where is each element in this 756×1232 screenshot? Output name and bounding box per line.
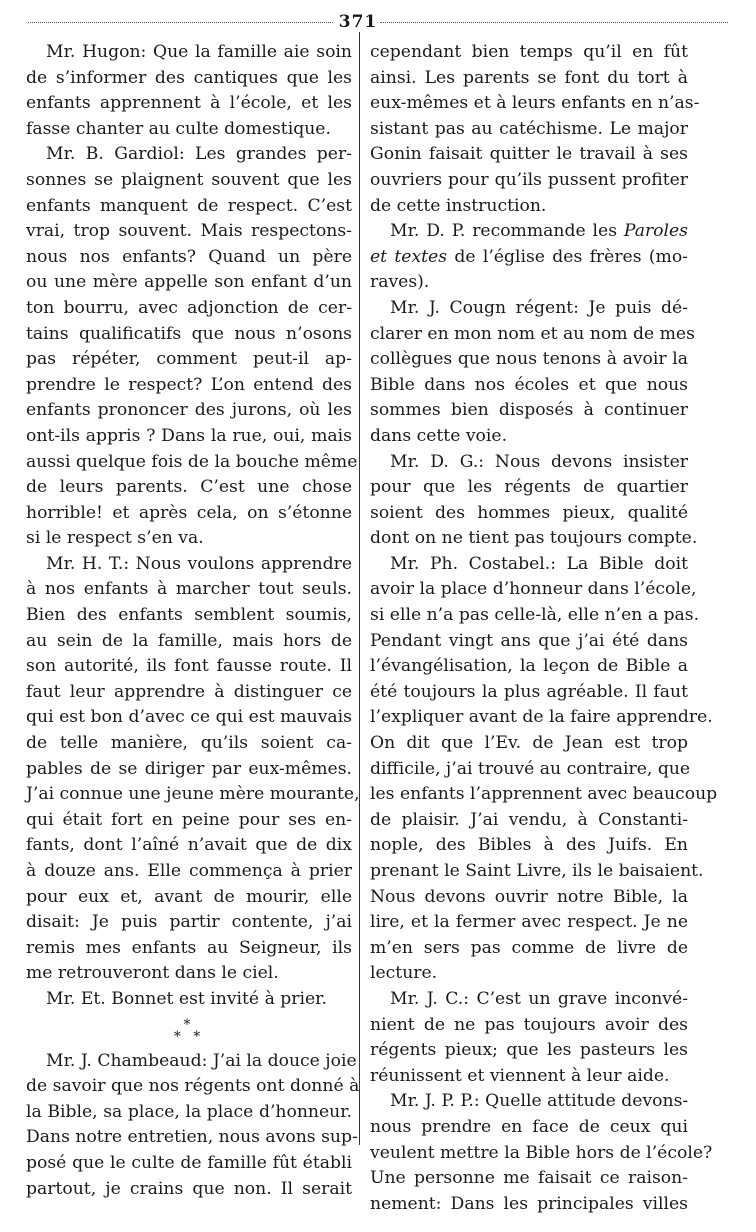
text-line: vrai, trop souvent. Mais respectons- — [26, 221, 352, 242]
header-rule-left — [28, 22, 333, 23]
text-line: raves). — [370, 272, 430, 293]
text-line: de telle manière, qu’ils soient ca- — [26, 733, 352, 754]
text-line: les enfants l’apprennent avec beaucoup — [370, 784, 718, 805]
text-line: de cette instruction. — [370, 195, 547, 216]
text-line: Mr. J. Cougn régent: Je puis dé- — [390, 297, 688, 318]
text-line: nient de ne pas toujours avoir des — [370, 1014, 688, 1035]
text-line: Mr. Hugon: Que la famille aie soin — [46, 42, 352, 62]
text-line: clarer en mon nom et au nom de mes — [370, 323, 695, 344]
text-line: Bien des enfants semblent soumis, — [26, 605, 352, 626]
text-line: à nos enfants à marcher tout seuls. — [26, 579, 352, 600]
text-line: nople, des Bibles à des Juifs. En — [370, 835, 688, 856]
text-line: réunissent et viennent à leur aide. — [370, 1065, 670, 1086]
page-header — [28, 12, 728, 32]
text-line: lecture. — [370, 963, 438, 984]
text-line: prenant le Saint Livre, ils le baisaient. — [370, 861, 704, 881]
text-line: la Bible, sa place, la place d’honneur. — [26, 1101, 352, 1122]
text-line: enfants prononcer des jurons, où les — [26, 400, 352, 421]
text-line: sommes bien disposés à continuer — [370, 400, 688, 421]
text-line: de s’informer des cantiques que les — [26, 67, 352, 88]
text-line: l’expliquer avant de la faire apprendre. — [370, 707, 713, 728]
column-divider — [359, 32, 360, 1145]
text-run: de l’église des frères (mo- — [447, 246, 688, 267]
text-line: fasse chanter au culte domestique. — [26, 118, 331, 139]
text-line: soient des hommes pieux, qualité — [370, 502, 688, 523]
text-line: son autorité, ils font fausse route. Il — [26, 656, 352, 677]
text-line: régents pieux; que les pasteurs les — [370, 1040, 688, 1061]
text-line: Une personne me faisait ce raison- — [370, 1168, 688, 1189]
text-line: lire, et la fermer avec respect. Je ne — [370, 912, 688, 933]
text-line: à douze ans. Elle commença à prier — [26, 861, 352, 881]
text-line: sistant pas au catéchisme. Le major — [370, 118, 688, 139]
text-line: posé que le culte de famille fût établi — [26, 1152, 352, 1173]
text-line: de leurs parents. C’est une chose — [26, 477, 352, 498]
text-line: ou une mère appelle son enfant d’un — [26, 272, 352, 293]
text-line: enfants manquent de respect. C’est — [26, 195, 352, 216]
text-line: enfants apprennent à l’école, et les — [26, 93, 352, 114]
text-line — [370, 219, 688, 245]
text-line: de savoir que nos régents ont donné à — [26, 1076, 360, 1097]
text-line: si elle n’a pas celle-là, elle n’en a pas. — [370, 605, 700, 626]
text-run: Mr. D. P. recommande les — [390, 221, 624, 242]
text-line: Bible dans nos écoles et que nous — [370, 374, 688, 395]
text-line: On dit que l’Ev. de Jean est trop — [370, 733, 688, 754]
text-line: Mr. B. Gardiol: Les grandes per- — [46, 144, 352, 165]
text-line: disait: Je puis partir contente, j’ai — [26, 912, 352, 933]
left-column — [26, 40, 360, 1202]
text-line: eux-mêmes et à leurs enfants en n’as- — [370, 93, 700, 114]
text-line: si le respect s’en va. — [26, 528, 204, 549]
text-line: me retrouveront dans le ciel. — [26, 963, 279, 984]
text-line: Mr. H. T.: Nous voulons apprendre — [46, 553, 352, 574]
text-line: Mr. J. Chambeaud: J’ai la douce joie — [46, 1050, 357, 1071]
right-column — [370, 40, 718, 1217]
text-line: Nous devons ouvrir notre Bible, la — [370, 886, 688, 907]
text-line: dont on ne tient pas toujours compte. — [370, 528, 698, 549]
text-line: veulent mettre la Bible hors de l’école? — [370, 1142, 713, 1163]
text-line: Mr. J. C.: C’est un grave inconvé- — [390, 988, 688, 1009]
text-line: ouvriers pour qu’ils pussent profiter — [370, 169, 688, 190]
text-line: pables de se diriger par eux-mêmes. — [26, 758, 352, 779]
text-line: Mr. Et. Bonnet est invité à prier. — [46, 988, 327, 1009]
section-separator-stars: * * * — [173, 1016, 205, 1045]
text-line: Gonin faisait quitter le travail à ses — [370, 144, 688, 165]
italic-title: et textes — [370, 246, 448, 267]
text-line: qui est bon d’avec ce qui est mauvais — [26, 707, 352, 728]
text-line: horrible! et après cela, on s’étonne — [26, 502, 352, 523]
text-line: fants, dont l’aîné n’avait que de dix — [26, 835, 352, 856]
text-line: Pendant vingt ans que j’ai été dans — [370, 630, 688, 651]
text-line: Dans notre entretien, nous avons sup- — [26, 1127, 358, 1148]
header-rule-right — [380, 22, 728, 23]
text-line: aussi quelque fois de la bouche même — [26, 451, 358, 472]
text-line: cependant bien temps qu’il en fût — [370, 42, 688, 62]
text-line: été toujours la plus agréable. Il faut — [370, 681, 688, 702]
text-line — [370, 245, 688, 271]
text-line: pas répéter, comment peut-il ap- — [26, 349, 352, 370]
page-number: 371 — [338, 12, 378, 32]
text-line: ton bourru, avec adjonction de cer- — [26, 297, 352, 318]
text-line: nous prendre en face de ceux qui — [370, 1116, 688, 1137]
text-line: pour eux et, avant de mourir, elle — [26, 886, 352, 907]
italic-title: Paroles — [623, 221, 688, 242]
text-line: dans cette voie. — [370, 425, 508, 446]
text-line: Mr. Ph. Costabel.: La Bible doit — [390, 553, 688, 574]
text-line: Mr. J. P. P.: Quelle attitude devons- — [390, 1091, 689, 1112]
text-line: au sein de la famille, mais hors de — [26, 630, 352, 651]
text-line: m’en sers pas comme de livre de — [370, 937, 688, 958]
text-line: ainsi. Les parents se font du tort à — [370, 67, 688, 88]
text-line: Mr. D. G.: Nous devons insister — [390, 451, 688, 472]
text-line: nous nos enfants? Quand un père — [26, 246, 352, 267]
text-line: collègues que nous tenons à avoir la — [370, 349, 688, 370]
text-line: qui était fort en peine pour ses en- — [26, 809, 352, 830]
text-line: J’ai connue une jeune mère mourante, — [26, 784, 360, 805]
text-line: nement: Dans les principales villes — [370, 1193, 688, 1214]
text-line: tains qualificatifs que nous n’osons — [26, 323, 352, 344]
text-line: de plaisir. J’ai vendu, à Constanti- — [370, 809, 688, 830]
text-line: partout, je crains que non. Il serait — [26, 1178, 352, 1199]
text-line: sonnes se plaignent souvent que les — [26, 169, 352, 190]
text-line: ont-ils appris ? Dans la rue, oui, mais — [26, 425, 352, 446]
text-line: avoir la place d’honneur dans l’école, — [370, 579, 697, 600]
text-line: pour que les régents de quartier — [370, 477, 688, 498]
text-line: difficile, j’ai trouvé au contraire, que — [370, 758, 691, 779]
text-line: remis mes enfants au Seigneur, ils — [26, 937, 352, 958]
text-line: prendre le respect? L’on entend des — [26, 374, 352, 395]
text-line: faut leur apprendre à distinguer ce — [26, 681, 352, 702]
text-line: l’évangélisation, la leçon de Bible a — [370, 656, 688, 677]
